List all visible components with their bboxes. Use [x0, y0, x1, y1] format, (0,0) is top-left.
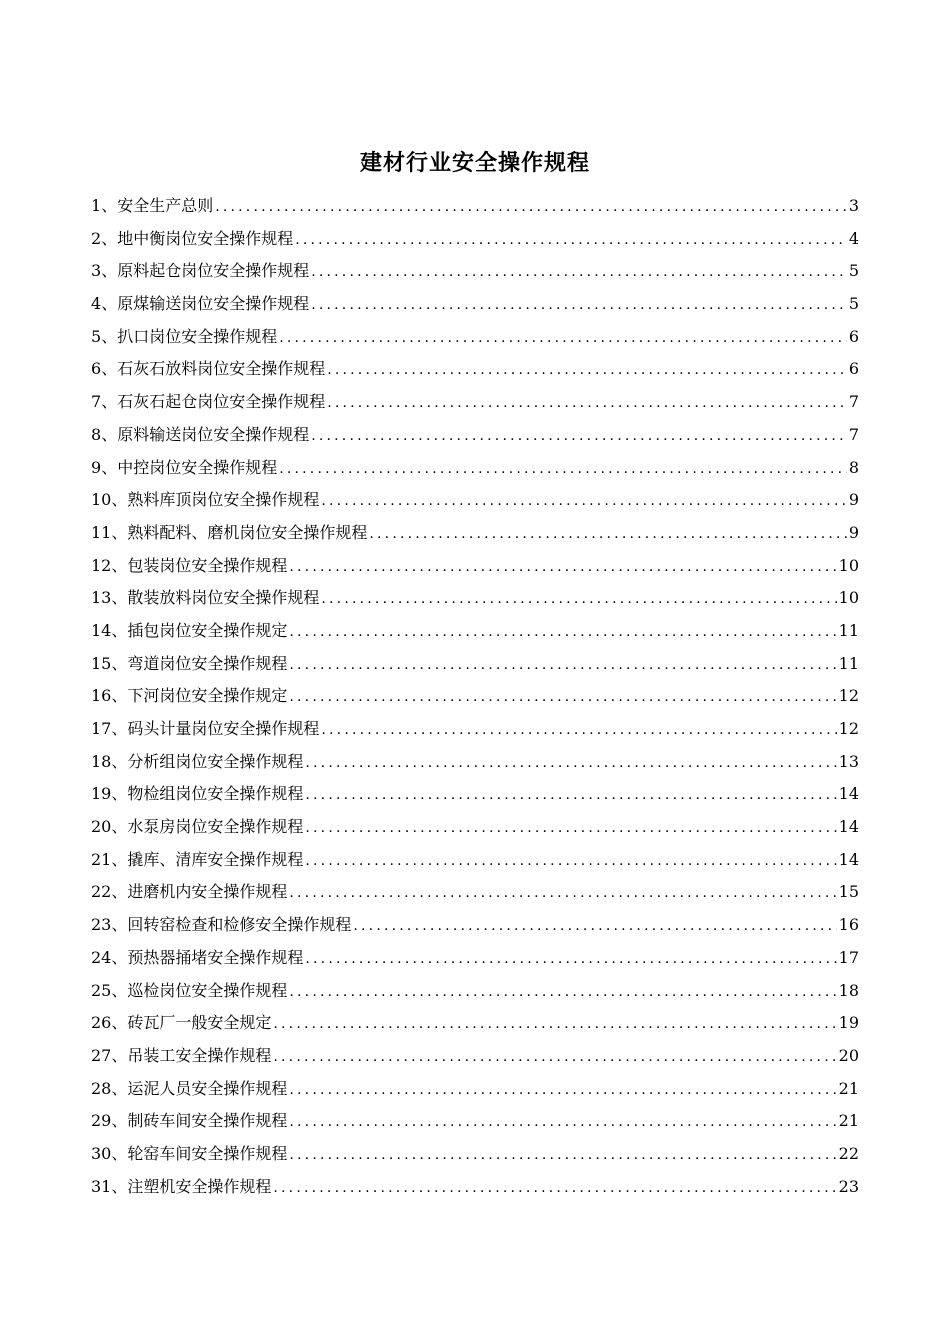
- toc-entry[interactable]: [91, 778, 859, 811]
- toc-entry[interactable]: [91, 1073, 859, 1106]
- toc-entry-number: 29: [91, 1111, 112, 1131]
- toc-entry-label: 、运泥人员安全操作规程: [111, 1078, 288, 1098]
- toc-dot-leader: [289, 1139, 836, 1172]
- toc-entry-page-number: 9: [848, 522, 859, 542]
- toc-dot-leader: [327, 387, 847, 420]
- toc-entry-number: 14: [91, 620, 112, 640]
- toc-entry-label: 、熟料库顶岗位安全操作规程: [111, 490, 320, 510]
- toc-entry-number: 4: [91, 294, 102, 314]
- toc-entry-label: 、石灰石放料岗位安全操作规程: [101, 359, 326, 379]
- toc-entry[interactable]: [91, 582, 859, 615]
- toc-entry[interactable]: [91, 288, 859, 321]
- toc-entry-page-number: 13: [838, 751, 859, 771]
- toc-entry-number: 13: [91, 588, 112, 608]
- toc-entry-number: 12: [91, 555, 112, 575]
- toc-entry-number: 27: [91, 1045, 112, 1065]
- toc-entry-number: 2: [91, 228, 102, 248]
- toc-entry[interactable]: [91, 353, 859, 386]
- toc-dot-leader: [311, 420, 847, 453]
- table-of-contents: [91, 190, 859, 1203]
- toc-entry-page-number: 22: [838, 1143, 859, 1163]
- toc-entry-number: 5: [91, 326, 102, 346]
- toc-entry-page-number: 8: [848, 457, 859, 477]
- toc-entry[interactable]: [91, 452, 859, 485]
- toc-dot-leader: [289, 1106, 836, 1139]
- toc-dot-leader: [369, 518, 846, 551]
- toc-entry-label: 、散装放料岗位安全操作规程: [111, 588, 320, 608]
- toc-dot-leader: [321, 485, 846, 518]
- toc-entry[interactable]: [91, 1007, 859, 1040]
- toc-entry-number: 10: [91, 490, 112, 510]
- toc-entry-page-number: 5: [848, 261, 859, 281]
- toc-entry-label: 、砖瓦厂一般安全规定: [111, 1013, 272, 1033]
- toc-entry-number: 21: [91, 849, 112, 869]
- toc-entry-number: 30: [91, 1143, 112, 1163]
- toc-entry-page-number: 14: [838, 784, 859, 804]
- toc-entry-label: 、轮窑车间安全操作规程: [111, 1143, 288, 1163]
- toc-dot-leader: [305, 812, 836, 845]
- toc-entry-page-number: 12: [838, 719, 859, 738]
- toc-entry-number: 7: [91, 392, 102, 412]
- toc-dot-leader: [311, 289, 847, 322]
- toc-entry-number: 24: [91, 947, 112, 967]
- toc-entry[interactable]: [91, 648, 859, 681]
- toc-entry-page-number: 23: [838, 1176, 859, 1196]
- toc-entry[interactable]: [91, 255, 859, 288]
- toc-entry[interactable]: [91, 876, 859, 909]
- toc-entry-label: 、安全生产总则: [101, 196, 214, 215]
- toc-entry-number: 31: [91, 1176, 112, 1196]
- toc-entry-label: 、熟料配料、磨机岗位安全操作规程: [111, 522, 368, 542]
- toc-entry-label: 、插包岗位安全操作规定: [111, 620, 288, 640]
- toc-entry-number: 18: [91, 751, 112, 771]
- toc-entry-label: 、物检组岗位安全操作规程: [111, 784, 304, 804]
- toc-entry-label: 、注塑机安全操作规程: [111, 1176, 272, 1196]
- toc-dot-leader: [289, 616, 836, 649]
- page-title: 建材行业安全操作规程: [359, 151, 590, 176]
- toc-entry-page-number: 18: [838, 980, 859, 1000]
- toc-dot-leader: [311, 256, 847, 289]
- toc-entry-label: 、石灰石起仓岗位安全操作规程: [101, 392, 326, 412]
- toc-entry-page-number: 12: [838, 686, 859, 706]
- toc-entry-label: 、吊装工安全操作规程: [111, 1045, 272, 1065]
- toc-entry[interactable]: [91, 1138, 859, 1171]
- toc-entry-number: 15: [91, 653, 112, 673]
- toc-entry-number: 17: [91, 719, 112, 738]
- toc-entry-label: 、制砖车间安全操作规程: [111, 1111, 288, 1131]
- toc-dot-leader: [305, 747, 836, 780]
- toc-entry-label: 、弯道岗位安全操作规程: [111, 653, 288, 673]
- toc-entry-page-number: 9: [848, 490, 859, 510]
- toc-entry-page-number: 5: [848, 294, 859, 314]
- toc-entry-number: 16: [91, 686, 112, 706]
- toc-entry-page-number: 15: [838, 882, 859, 902]
- toc-entry-page-number: 3: [848, 196, 859, 215]
- toc-dot-leader: [289, 1074, 836, 1107]
- toc-entry-label: 、分析组岗位安全操作规程: [111, 751, 304, 771]
- toc-entry-number: 26: [91, 1013, 112, 1033]
- toc-entry[interactable]: [91, 713, 859, 746]
- toc-dot-leader: [321, 583, 836, 616]
- toc-entry-number: 6: [91, 359, 102, 379]
- toc-dot-leader: [305, 779, 836, 812]
- toc-dot-leader: [289, 976, 836, 1009]
- toc-entry[interactable]: [91, 680, 859, 713]
- toc-entry-page-number: 11: [838, 653, 859, 673]
- toc-entry[interactable]: [91, 942, 859, 975]
- toc-dot-leader: [305, 943, 836, 976]
- toc-entry-label: 、中控岗位安全操作规程: [101, 457, 278, 477]
- toc-entry-label: 、扒口岗位安全操作规程: [101, 326, 278, 346]
- toc-entry[interactable]: [91, 1105, 859, 1138]
- toc-entry-number: 1: [91, 196, 102, 215]
- toc-entry[interactable]: [91, 550, 859, 583]
- toc-dot-leader: [279, 322, 847, 355]
- toc-entry-label: 、下河岗位安全操作规定: [111, 686, 288, 706]
- toc-entry-label: 、原料输送岗位安全操作规程: [101, 424, 310, 444]
- toc-entry[interactable]: [91, 419, 859, 452]
- toc-entry-label: 、码头计量岗位安全操作规程: [111, 719, 320, 738]
- toc-entry-page-number: 7: [848, 424, 859, 444]
- toc-entry[interactable]: [91, 975, 859, 1008]
- toc-entry-page-number: 10: [838, 588, 859, 608]
- toc-entry[interactable]: [91, 909, 859, 942]
- toc-entry-page-number: 10: [838, 555, 859, 575]
- toc-entry[interactable]: [91, 484, 859, 517]
- toc-entry-page-number: 7: [848, 392, 859, 412]
- toc-entry-label: 、巡检岗位安全操作规程: [111, 980, 288, 1000]
- toc-entry[interactable]: [91, 1040, 859, 1073]
- toc-entry-label: 、原料起仓岗位安全操作规程: [101, 261, 310, 281]
- toc-entry-page-number: 20: [838, 1045, 859, 1065]
- toc-entry-page-number: 14: [838, 849, 859, 869]
- toc-entry[interactable]: [91, 1171, 859, 1204]
- toc-entry-page-number: 17: [838, 947, 859, 967]
- toc-entry-number: 20: [91, 817, 112, 837]
- toc-dot-leader: [289, 551, 836, 584]
- toc-entry-number: 11: [91, 522, 112, 542]
- toc-entry-label: 、预热器捅堵安全操作规程: [111, 947, 304, 967]
- toc-entry-number: 23: [91, 915, 112, 935]
- toc-entry-page-number: 6: [848, 326, 859, 346]
- toc-entry[interactable]: [91, 190, 859, 223]
- toc-entry[interactable]: [91, 223, 859, 256]
- toc-entry-label: 、进磨机内安全操作规程: [111, 882, 288, 902]
- toc-dot-leader: [327, 354, 847, 387]
- toc-entry[interactable]: [91, 746, 859, 779]
- toc-dot-leader: [273, 1008, 836, 1041]
- toc-entry-label: 、回转窑检查和检修安全操作规程: [111, 915, 352, 935]
- toc-entry-number: 3: [91, 261, 102, 281]
- toc-entry[interactable]: [91, 517, 859, 550]
- toc-dot-leader: [295, 224, 847, 257]
- toc-dot-leader: [215, 191, 847, 224]
- toc-dot-leader: [279, 453, 847, 486]
- toc-entry-number: 25: [91, 980, 112, 1000]
- toc-entry[interactable]: [91, 321, 859, 354]
- toc-entry-page-number: 14: [838, 817, 859, 837]
- toc-entry-page-number: 6: [848, 359, 859, 379]
- toc-entry[interactable]: [91, 811, 859, 844]
- toc-dot-leader: [353, 910, 836, 943]
- toc-dot-leader: [289, 877, 836, 910]
- toc-dot-leader: [273, 1172, 836, 1205]
- toc-dot-leader: [321, 714, 836, 747]
- toc-dot-leader: [289, 649, 836, 682]
- toc-entry[interactable]: [91, 844, 859, 877]
- toc-entry-page-number: 21: [838, 1078, 859, 1098]
- toc-dot-leader: [305, 845, 836, 878]
- toc-entry-number: 28: [91, 1078, 112, 1098]
- toc-entry-label: 、地中衡岗位安全操作规程: [101, 228, 294, 248]
- toc-entry-page-number: 4: [848, 228, 859, 248]
- toc-entry-page-number: 21: [838, 1111, 859, 1131]
- toc-entry-number: 22: [91, 882, 112, 902]
- toc-entry-number: 19: [91, 784, 112, 804]
- toc-entry-number: 8: [91, 424, 102, 444]
- toc-entry-label: 、水泵房岗位安全操作规程: [111, 817, 304, 837]
- toc-dot-leader: [289, 681, 836, 714]
- toc-entry-label: 、包装岗位安全操作规程: [111, 555, 288, 575]
- toc-dot-leader: [273, 1041, 836, 1074]
- toc-entry-page-number: 16: [838, 915, 859, 935]
- toc-entry[interactable]: [91, 615, 859, 648]
- toc-entry-label: 、撬库、清库安全操作规程: [111, 849, 304, 869]
- toc-entry-page-number: 19: [838, 1013, 859, 1033]
- toc-entry-page-number: 11: [838, 620, 859, 640]
- toc-entry-number: 9: [91, 457, 102, 477]
- toc-entry-label: 、原煤输送岗位安全操作规程: [101, 294, 310, 314]
- toc-entry[interactable]: [91, 386, 859, 419]
